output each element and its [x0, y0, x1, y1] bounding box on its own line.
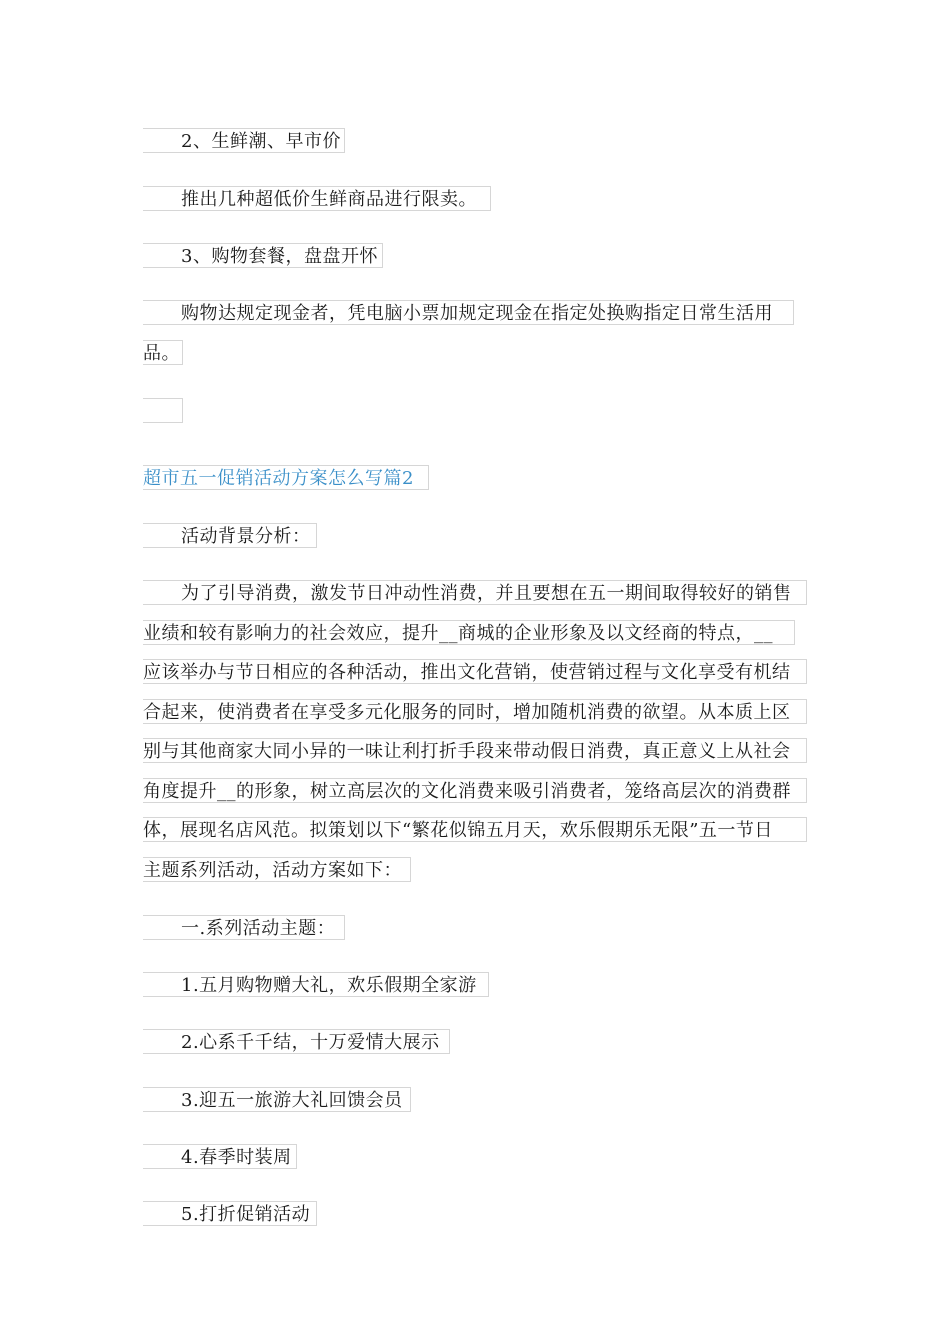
- paragraph-line-3: 应该举办与节日相应的各种活动，推出文化营销，使营销过程与文化享受有机结: [143, 659, 807, 684]
- list-heading-activity-themes: 一.系列活动主题：: [143, 915, 345, 940]
- paragraph-redeem-line-2: 品。: [143, 340, 183, 365]
- paragraph-fresh-limited-sale: 推出几种超低价生鲜商品进行限卖。: [143, 186, 491, 211]
- list-item-fresh-market: 2、生鲜潮、早市价: [143, 128, 345, 153]
- paragraph-line-7: 体，展现名店风范。拟策划以下“繁花似锦五月天，欢乐假期乐无限”五一节日: [143, 817, 807, 842]
- empty-cell: [143, 398, 183, 423]
- list-item-1: 1.五月购物赠大礼，欢乐假期全家游: [143, 972, 489, 997]
- paragraph-line-8: 主题系列活动，活动方案如下：: [143, 857, 411, 882]
- list-item-5: 5.打折促销活动: [143, 1201, 317, 1226]
- list-item-4: 4.春季时装周: [143, 1144, 297, 1169]
- paragraph-line-5: 别与其他商家大同小异的一味让利打折手段来带动假日消费，真正意义上从社会: [143, 738, 807, 763]
- paragraph-line-4: 合起来，使消费者在享受多元化服务的同时，增加随机消费的欲望。从本质上区: [143, 699, 807, 724]
- subheading-background-analysis: 活动背景分析：: [143, 523, 317, 548]
- list-item-3: 3.迎五一旅游大礼回馈会员: [143, 1087, 411, 1112]
- paragraph-line-2: 业绩和较有影响力的社会效应，提升__商城的企业形象及以文经商的特点，__: [143, 620, 795, 645]
- section-heading: 超市五一促销活动方案怎么写篇2: [143, 465, 429, 490]
- list-item-2: 2.心系千千结，十万爱情大展示: [143, 1029, 450, 1054]
- paragraph-line-6: 角度提升__的形象，树立高层次的文化消费来吸引消费者，笼络高层次的消费群: [143, 778, 807, 803]
- paragraph-redeem-line-1: 购物达规定现金者，凭电脑小票加规定现金在指定处换购指定日常生活用: [143, 300, 794, 325]
- paragraph-line-1: 为了引导消费，激发节日冲动性消费，并且要想在五一期间取得较好的销售: [143, 580, 807, 605]
- list-item-shopping-package: 3、购物套餐，盘盘开怀: [143, 243, 383, 268]
